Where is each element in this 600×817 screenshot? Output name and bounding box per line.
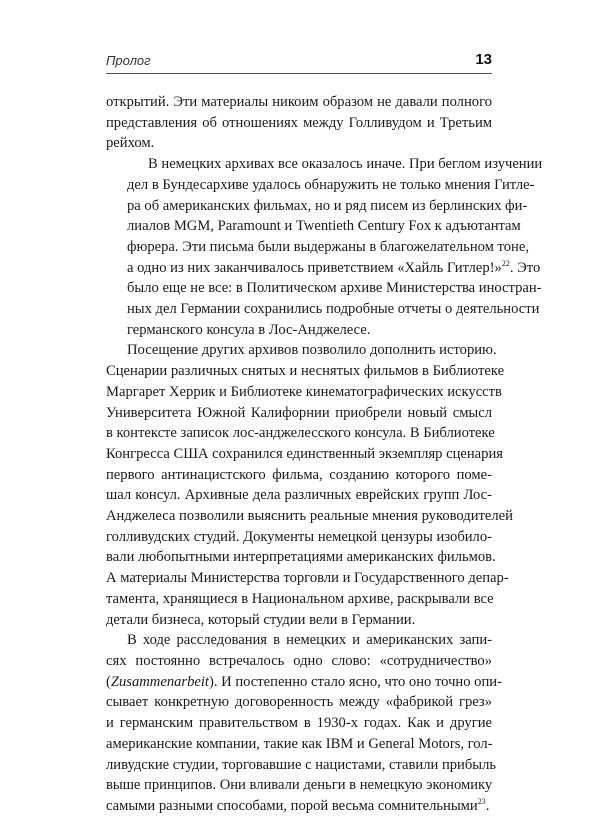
text-line: В ходе расследования в немецких и американских запи-	[127, 632, 492, 649]
text-line	[106, 796, 492, 817]
text-line: фюрера. Эти письма были выдержаны в благожелательном тоне,	[127, 238, 529, 255]
text-segment: а одно из них заканчивалось приветствием «Хайль Гитлер!»	[127, 259, 502, 276]
text-line: представления об отношениях между Голливудом и Третьим	[106, 114, 492, 131]
text-line: сях постоянно встречалось одно слово: «сотрудничество»	[106, 652, 492, 669]
text-line	[106, 672, 502, 693]
text-line: Конгресса США сохранился единственный экземпляр сценария	[106, 445, 503, 462]
paragraph-2	[106, 154, 543, 340]
text-segment: . Это	[509, 259, 541, 276]
text-line: ных дел Германии сохранились подробные отчеты о деятельности	[127, 301, 540, 318]
text-line: тамента, хранящиеся в Национальном архиве, раскрывали все	[106, 590, 494, 607]
text-line: ра об американских фильмах, но и ряд писем из берлинских фи-	[127, 197, 528, 214]
text-line: первого антинацистского фильма, созданию которого поме-	[106, 466, 492, 483]
text-line: сывает конкретную договоренность между «фабрикой грез»	[106, 694, 492, 711]
text-segment: .	[485, 797, 490, 814]
text-line: шал консул. Архивные дела различных еврейских групп Лос-	[106, 487, 492, 504]
text-line: выше принципов. Они вливали деньги в немецкую экономику	[106, 777, 493, 794]
footnote-marker: 23	[477, 797, 486, 807]
text-line: ливудские студии, торговавшие с нацистами, ставили прибыль	[106, 756, 497, 773]
text-segment: ). И постепенно стало ясно, что оно точно опи-	[208, 673, 502, 690]
text-line: В немецких архивах все оказалось иначе. При беглом изучении	[148, 156, 543, 173]
text-line: Посещение других архивов позволило дополнить историю.	[127, 342, 497, 359]
text-line: открытий. Эти материалы никоим образом не давали полного	[106, 94, 492, 110]
body-text	[106, 92, 543, 817]
paragraph-3	[106, 340, 513, 630]
text-line: вали любопытными интерпретациями американских фильмов.	[106, 549, 496, 566]
text-line: американские компании, такие как IBM и General Motors, гол-	[106, 735, 493, 752]
paragraph-4	[106, 630, 502, 816]
text-line: германского консула в Лос-Анджелесе.	[127, 321, 371, 338]
text-line: голливудских студий. Документы немецкой цензуры изобило-	[106, 528, 492, 545]
text-line: дел в Бундесархиве удалось обнаружить не только мнения Гитле-	[127, 176, 535, 193]
text-line: Маргарет Херрик и Библиотеке кинематографических искусств	[106, 383, 502, 400]
text-line: Университета Южной Калифорнии приобрели новый смысл	[106, 404, 492, 421]
footnote-marker: 22	[501, 258, 510, 268]
page-number: 13	[475, 51, 492, 68]
running-title: Пролог	[106, 53, 151, 68]
text-line	[106, 258, 541, 279]
text-segment: самыми разными способами, порой весьма сомнительными	[106, 797, 478, 814]
text-line: Анджелеса позволили выяснить реальные мнения руководителей	[106, 508, 513, 525]
header-rule	[106, 73, 492, 74]
text-line: было еще не все: в Политическом архиве Министерства иностран-	[127, 280, 542, 297]
text-line: и германским правительством в 1930-х годах. Как и другие	[106, 715, 492, 732]
italic-term: Zusammenarbeit	[110, 673, 209, 690]
text-line: в контексте записок лос-анджелесского консула. В Библиотеке	[106, 425, 495, 442]
text-line: детали бизнеса, который студии вели в Германии.	[106, 611, 416, 628]
paragraph-1	[106, 92, 492, 154]
text-line: рейхом.	[106, 135, 155, 152]
text-segment: (	[106, 673, 111, 690]
text-line: лиалов MGM, Paramount и Twentieth Century Fox к адъютантам	[127, 218, 521, 235]
page-header	[106, 50, 492, 74]
text-line: А материалы Министерства торговли и Государственного депар-	[106, 570, 509, 587]
text-line: Сценарии различных снятых и неснятых фильмов в Библиотеке	[106, 363, 505, 380]
